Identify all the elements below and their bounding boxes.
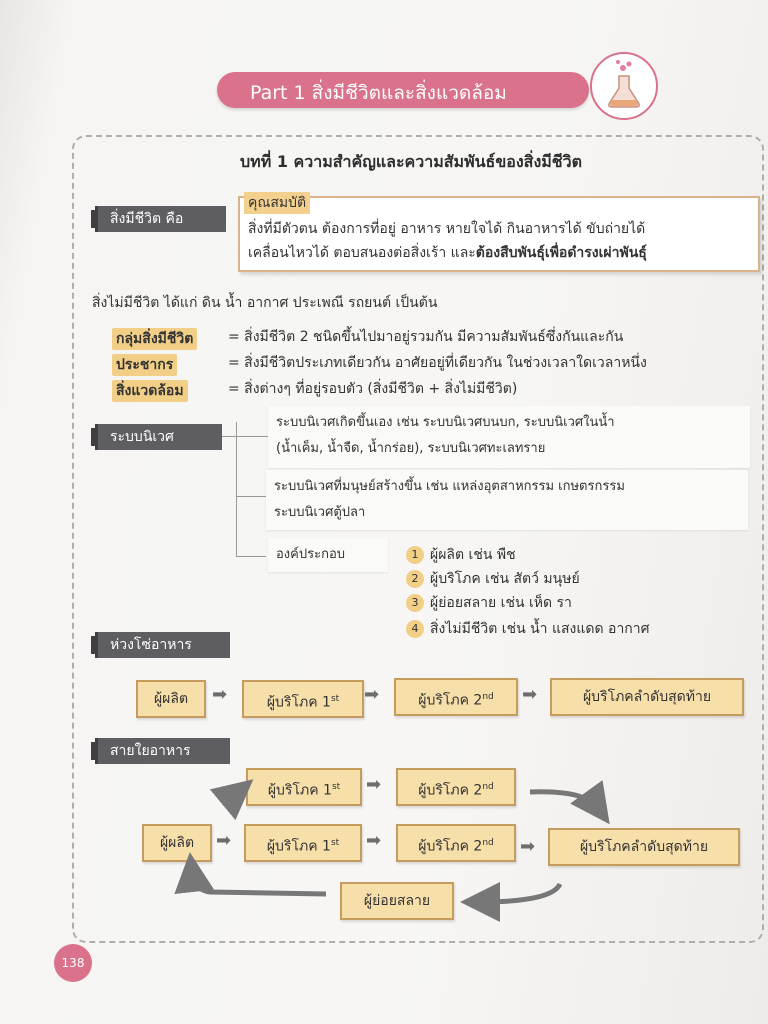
chain-consumer-2-sup: nd (482, 692, 494, 702)
web-mid-consumer-2-label: ผู้บริโภค (418, 838, 469, 855)
web-final-consumer-box (548, 828, 740, 866)
page-number: 138 (54, 944, 92, 982)
food-web-tag: สายใยอาหาร (98, 738, 230, 764)
web-top-consumer-1-sup: st (331, 782, 341, 792)
definition-environment: = สิ่งต่างๆ ที่อยู่รอบตัว (สิ่งมีชีวิต + สิ่งไม่มีชีวิต) (228, 381, 518, 397)
chain-consumer-2-number: 2 (468, 692, 483, 709)
property-line-2-bold: ต้องสืบพันธุ์เพื่อดำรงเผ่าพันธุ์ (475, 245, 647, 261)
natural-ecosystem-box (268, 406, 750, 468)
human-ecosystem-line-1: ระบบนิเวศที่มนุษย์สร้างขึ้น เช่น แหล่งอุตสาหกรรม เกษตรกรรม (274, 479, 625, 494)
chain-final-consumer-box (550, 678, 744, 716)
natural-ecosystem-line-1: ระบบนิเวศเกิดขึ้นเอง เช่น ระบบนิเวศบนบก, ระบบนิเวศในน้ำ (276, 415, 615, 430)
ecosystem-tag: ระบบนิเวศ (98, 424, 222, 450)
web-top-consumer-2-sup: nd (482, 782, 494, 792)
property-line-1: สิ่งที่มีตัวตน ต้องการที่อยู่ อาหาร หายใจได้ กินอาหารได้ ขับถ่ายได้ (248, 221, 646, 237)
ecosystem-branch-natural (222, 436, 268, 437)
definition-community: = สิ่งมีชีวิต 2 ชนิดขึ้นไปมาอยู่รวมกัน มีความสัมพันธ์ซึ่งกันและกัน (228, 329, 624, 345)
natural-ecosystem-line-2: (น้ำเค็ม, น้ำจืด, น้ำกร่อย), ระบบนิเวศทะเลทราย (276, 441, 546, 456)
web-producer-box (142, 824, 212, 862)
chain-consumer-1-number: 1 (317, 694, 331, 711)
web-top-consumer-2-label: ผู้บริโภค (418, 782, 469, 799)
chain-consumer-1-box (242, 680, 364, 718)
chain-consumer-1-label: ผู้บริโภค (266, 694, 318, 711)
human-ecosystem-line-2: ระบบนิเวศตู้ปลา (274, 505, 366, 520)
web-mid-consumer-2-number: 2 (468, 838, 483, 855)
chain-producer-label: ผู้ผลิต (153, 691, 189, 707)
component-1: ผู้ผลิต เช่น พืช (430, 547, 516, 563)
food-chain-tag: ห่วงโซ่อาหาร (98, 632, 230, 658)
chain-producer-box (136, 680, 206, 718)
component-number-2: 2 (406, 570, 424, 588)
lesson-title: บทที่ 1 ความสำคัญและความสัมพันธ์ของสิ่งมีชีวิต (240, 152, 583, 171)
chain-consumer-2-label: ผู้บริโภค (418, 692, 469, 709)
term-environment: สิ่งแวดล้อม (112, 380, 188, 402)
web-top-consumer-1-number: 1 (318, 782, 332, 799)
web-producer-label: ผู้ผลิต (159, 835, 195, 851)
web-arrow-icon: ➡ (216, 830, 232, 851)
web-top-consumer-1-box (246, 768, 362, 806)
web-top-consumer-1-label: ผู้บริโภค (267, 782, 319, 799)
ecosystem-branch-components (236, 556, 266, 557)
web-arrow-icon: ➡ (366, 774, 382, 795)
web-arrow-icon: ➡ (366, 830, 382, 851)
flask-icon (590, 52, 658, 120)
web-mid-consumer-1-number: 1 (317, 838, 331, 855)
component-number-4: 4 (406, 620, 424, 638)
web-mid-consumer-1-box (244, 824, 362, 862)
component-number-3: 3 (406, 594, 424, 612)
web-final-consumer-label: ผู้บริโภคลำดับสุดท้าย (579, 839, 709, 855)
chain-consumer-1-sup: st (330, 694, 340, 704)
property-label: คุณสมบัติ (244, 192, 310, 214)
component-number-1: 1 (406, 546, 424, 564)
web-arrow-icon: ➡ (520, 836, 536, 857)
chain-consumer-2-box (394, 678, 518, 716)
chain-arrow-icon: ➡ (522, 684, 538, 705)
component-4: สิ่งไม่มีชีวิต เช่น น้ำ แสงแดด อากาศ (430, 621, 650, 637)
term-community: กลุ่มสิ่งมีชีวิต (112, 328, 197, 350)
chain-arrow-icon: ➡ (364, 684, 380, 705)
term-population: ประชากร (112, 354, 177, 376)
nonliving-line: สิ่งไม่มีชีวิต ได้แก่ ดิน น้ำ อากาศ ประเพณี รถยนต์ เป็นต้น (92, 295, 438, 311)
web-top-consumer-2-number: 2 (468, 782, 483, 799)
chain-final-consumer-label: ผู้บริโภคลำดับสุดท้าย (582, 689, 712, 705)
ecosystem-tree-trunk (236, 422, 237, 556)
web-mid-consumer-1-label: ผู้บริโภค (266, 838, 318, 855)
web-top-consumer-2-box (396, 768, 516, 806)
component-label: องค์ประกอบ (276, 547, 345, 562)
part-title: Part 1 สิ่งมีชีวิตและสิ่งแวดล้อม (250, 82, 507, 104)
human-ecosystem-box (266, 470, 748, 530)
living-tag: สิ่งมีชีวิต คือ (98, 206, 226, 232)
web-mid-consumer-2-sup: nd (482, 838, 494, 848)
web-decomposer-label: ผู้ย่อยสลาย (363, 893, 431, 909)
ecosystem-branch-human (236, 496, 266, 497)
web-mid-consumer-2-box (396, 824, 516, 862)
property-line-2-plain: เคลื่อนไหวได้ ตอบสนองต่อสิ่งเร้า และ (248, 245, 476, 261)
definition-population: = สิ่งมีชีวิตประเภทเดียวกัน อาศัยอยู่ที่เดียวกัน ในช่วงเวลาใดเวลาหนึ่ง (228, 355, 647, 371)
property-line-2 (248, 242, 647, 264)
component-2: ผู้บริโภค เช่น สัตว์ มนุษย์ (430, 571, 580, 587)
component-3: ผู้ย่อยสลาย เช่น เห็ด รา (430, 595, 572, 611)
chain-arrow-icon: ➡ (212, 684, 228, 705)
web-decomposer-box (340, 882, 454, 920)
web-mid-consumer-1-sup: st (330, 838, 340, 848)
component-label-box (268, 538, 388, 572)
